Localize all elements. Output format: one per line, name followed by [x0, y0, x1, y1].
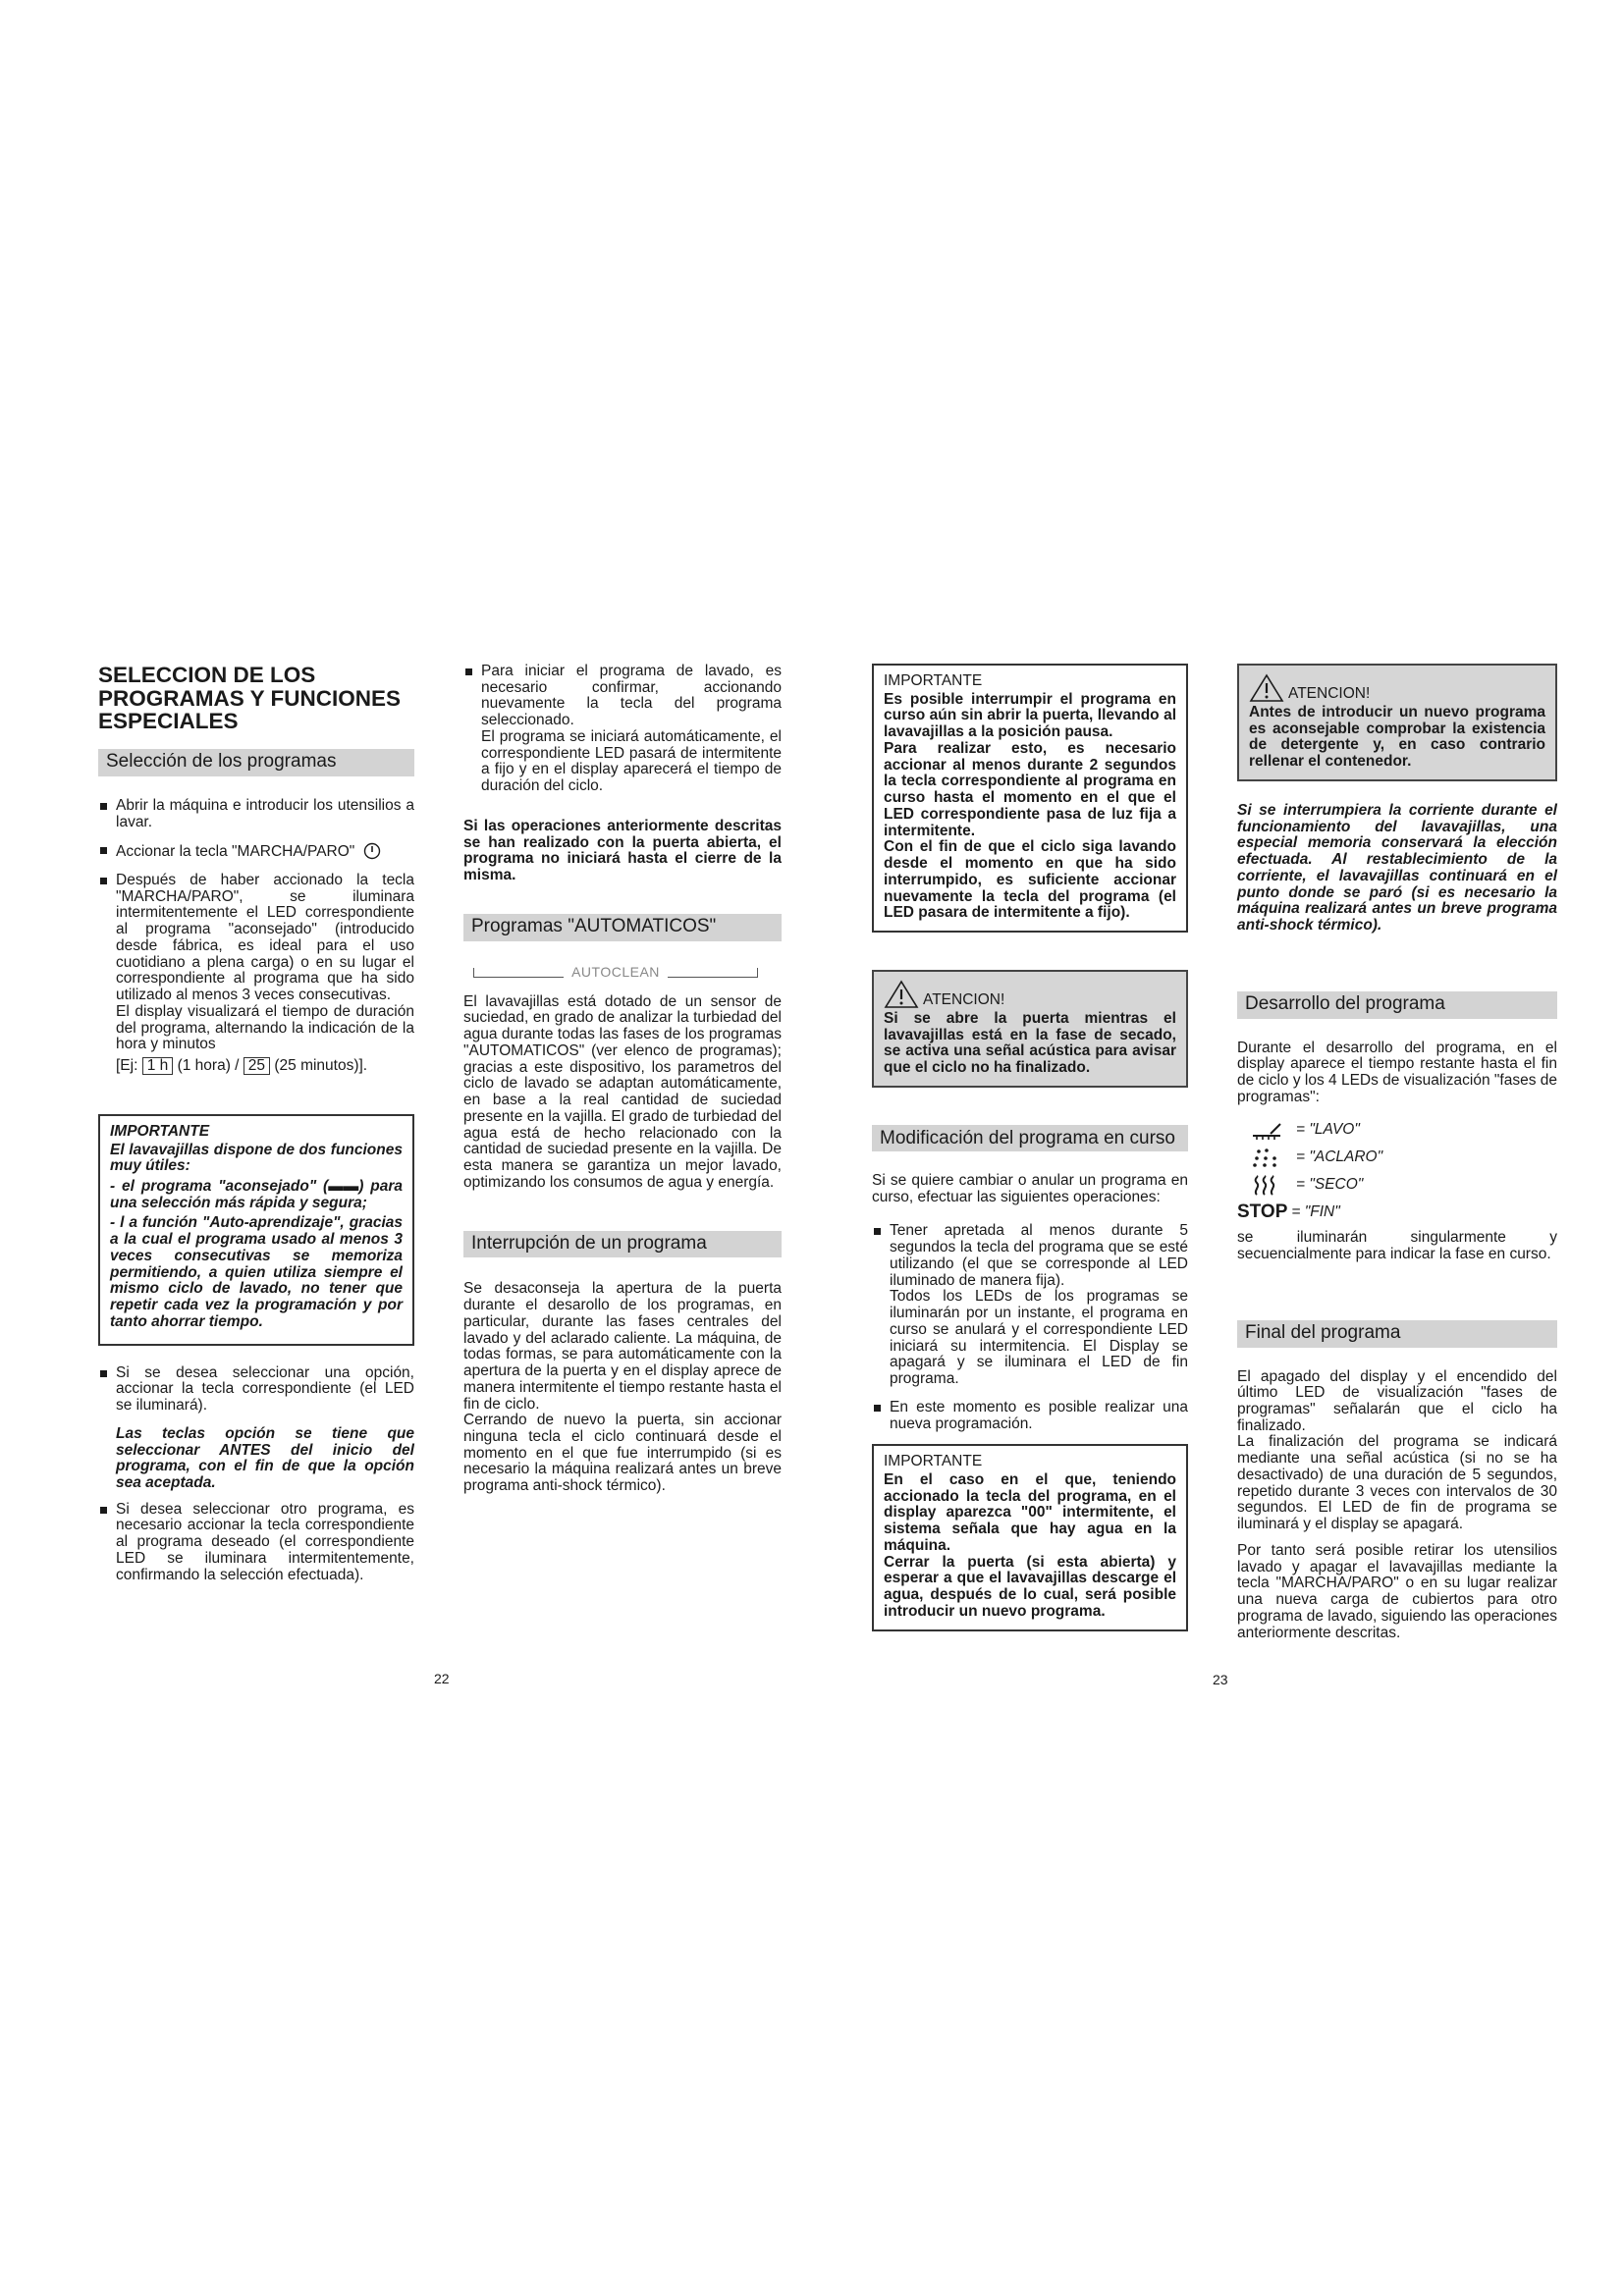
example-hour-box: 1 h: [142, 1057, 174, 1075]
autoclean-logo: [473, 963, 758, 983]
important-box-pause: [872, 664, 1188, 933]
example-min-box: 25: [244, 1057, 270, 1075]
section-heading-automatic: Programas "AUTOMATICOS": [463, 914, 782, 941]
phase-wash-label: = "LAVO": [1296, 1121, 1360, 1139]
bullet-press-start: [98, 842, 414, 861]
final-text-1: El apagado del display y el encendido del último LED de visualización "fases de programas" señalarán que el ciclo ha finalizado.: [1237, 1367, 1557, 1434]
interruption-text-1: Se desaconseja la apertura de la puerta durante el desarollo de los programas, en particular, durante las fases centrales del lavado y del aclarado caliente. La máquina, de todas formas, se para automáticamente con la apertura de la puerta y en el display aprece de manera intermitente el tiempo restante hasta el fin de ciclo.: [463, 1280, 782, 1413]
attention-drying-text: Si se abre la puerta mientras el lavavajillas está en la fase de secado, se activa una señal acústica para avisar que el ciclo no ha finalizado.: [884, 1010, 1176, 1077]
bullet-modify-hold: [872, 1223, 1188, 1387]
power-icon: [363, 842, 381, 860]
attention-detergent-text: Antes de introducir un nuevo programa es aconsejable comprobar la existencia de detergente y, en caso contrario rellenar el contenedor.: [1249, 704, 1545, 771]
important-pause-text-3: Con el fin de que el ciclo siga lavando desde el momento en que ha sido interrumpido, es suficiente accionar nuevamente la tecla del programa (el LED pasara de intermitente a fijo).: [884, 838, 1176, 922]
attention-drying-head: ATENCION!: [923, 991, 1005, 1009]
bullet-open-machine: Abrir la máquina e introducir los utensilios a lavar.: [98, 798, 414, 830]
phase-stop: [1237, 1202, 1557, 1223]
example-hour-text: (1 hora) /: [177, 1057, 240, 1075]
important-intro: El lavavajillas dispone de dos funciones muy útiles:: [110, 1141, 403, 1175]
warning-icon: [884, 980, 919, 1009]
column-1: [98, 664, 414, 1595]
bullet-after-start: [98, 873, 414, 1075]
important-item-1: - el programa "aconsejado" (▬▬) para una selección más rápida y segura;: [110, 1177, 403, 1211]
section-heading-modify: Modificación del programa en curso: [872, 1125, 1188, 1151]
attention-detergent-head: ATENCION!: [1288, 685, 1371, 703]
interruption-text-2: Cerrando de nuevo la puerta, sin accionar ninguna tecla el ciclo continuará desde el momento en el que fue interrumpido (si es necesario la máquina realizará antes un breve programa anti-shock térmico).: [463, 1412, 782, 1495]
important-water-text-2: Cerrar la puerta (si esta abierta) y esperar a que el lavavajillas descarge el agua, después de lo cual, será posible introducir un nuevo programa.: [884, 1553, 1176, 1620]
options-note: Las teclas opción se tiene que seleccionar ANTES del inicio del programa, con el fin de que la opción sea aceptada.: [116, 1424, 414, 1491]
wash-icon: [1247, 1120, 1286, 1142]
important-box-water: [872, 1444, 1188, 1630]
important-water-head: IMPORTANTE: [884, 1453, 983, 1470]
attention-box-detergent: [1237, 664, 1557, 781]
section-heading-selection: Selección de los programas: [98, 749, 414, 776]
important-head: IMPORTANTE: [110, 1122, 210, 1140]
section-heading-development: Desarrollo del programa: [1237, 991, 1557, 1019]
important-water-text-1: En el caso en el que, teniendo accionado la tecla del programa, en el display aparezca "00" intermitente, el sistema señala que hay agua en la máquina.: [884, 1470, 1176, 1554]
autoclean-label: AUTOCLEAN: [571, 964, 660, 981]
phase-rinse: [1247, 1148, 1557, 1169]
important-box-functions: [98, 1114, 414, 1346]
column-2: [463, 664, 782, 1503]
section-heading-final: Final del programa: [1237, 1320, 1557, 1348]
column-3: [872, 664, 1188, 1651]
phase-dry-label: = "SECO": [1296, 1176, 1364, 1194]
rinse-icon: [1247, 1148, 1286, 1169]
section-heading-interruption: Interrupción de un programa: [463, 1231, 782, 1258]
bullet-start-program: [463, 664, 782, 795]
bullet-modify-new: En este momento es posible realizar una nueva programación.: [872, 1400, 1188, 1432]
example-min-text: (25 minutos)].: [274, 1057, 368, 1075]
dry-icon: [1247, 1175, 1286, 1197]
page-number-left: 22: [434, 1671, 450, 1686]
example-prefix: [Ej:: [116, 1057, 138, 1075]
final-text-3: Por tanto será posible retirar los utensilios lavado y apagar el lavavajillas mediante la tecla "MARCHA/PARO" o en su lugar realizar una nueva carga de cubiertos para otro programa de lavado, siguiendo las operaciones anteriormente descritas.: [1237, 1541, 1557, 1641]
display-example: [116, 1057, 414, 1075]
development-text: Durante el desarrollo del programa, en el display aparece el tiempo restante hasta el fin de ciclo y los 4 LEDs de visualización "fases de programas":: [1237, 1039, 1557, 1105]
modify-hold-text-1: Tener apretada al menos durante 5 segundos la tecla del programa que se esté utilizando (el que se corresponde al LED iluminado de manera fija).: [890, 1222, 1188, 1289]
bullet-start-text-2: El programa se iniciará automáticamente, el correspondiente LED pasará de intermitente a fijo y en el display aparecerá el tiempo de duración del ciclo.: [481, 727, 782, 795]
phase-dry: [1247, 1175, 1557, 1197]
bullet-select-option: Si se desea seleccionar una opción, accionar la tecla correspondiente (el LED se iluminará).: [98, 1365, 414, 1415]
warning-icon: [1249, 673, 1284, 703]
bullet-after-start-text-2: El display visualizará el tiempo de duración del programa, alternando la indicación de la hora y minutos: [116, 1002, 414, 1053]
column-4: [1237, 664, 1557, 1649]
bullet-other-program: Si desea seleccionar otro programa, es necesario accionar la tecla correspondiente al programa deseado (el correspondiente LED se iluminara intermitentemente, confirmando la selección efectuada).: [98, 1502, 414, 1584]
phase-rinse-label: = "ACLARO": [1296, 1148, 1383, 1166]
attention-box-drying: [872, 970, 1188, 1088]
important-pause-head: IMPORTANTE: [884, 672, 983, 689]
important-pause-text-2: Para realizar esto, es necesario accionar al menos durante 2 segundos la tecla correspondiente al programa en curso hasta el momento en el que el LED correspondiente pasa de luz fija a intermitente.: [884, 739, 1176, 839]
page-number-right: 23: [1213, 1672, 1228, 1687]
stop-label: STOP: [1237, 1201, 1288, 1222]
page-title: SELECCION DE LOS PROGRAMAS Y FUNCIONES ESPECIALES: [98, 663, 401, 734]
modify-hold-text-2: Todos los LEDs de los programas se iluminarán por un instante, el programa en curso se anulará y el correspondiente LED iniciará su intermitencia. El Display se apagará y se iluminara el LED de fin programa.: [890, 1288, 1188, 1388]
bullet-after-start-text-1: Después de haber accionado la tecla "MARCHA/PARO", se iluminara intermitentemente el LED correspondiente al programa "aconsejado" (introducido desde fábrica, es ideal para el uso cuotidiano a plena carga) o en su lugar el correspondiente al programa que ha sido utilizado al menos 3 veces consecutivas.: [116, 871, 414, 1004]
phase-wash: [1247, 1120, 1557, 1142]
development-after: se iluminarán singularmente y secuencialmente para indicar la fase en curso.: [1237, 1229, 1557, 1262]
automatic-text: El lavavajillas está dotado de un sensor de suciedad, en grado de analizar la turbiedad del agua durante todas las fases de los programas "AUTOMATICOS" (ver elenco de programas); gracias a este dispositivo, los parametros del ciclo de lavado se adaptan automáticamente, en base a la real cantidad de suciedad presente en la vajilla. El grado de turbiedad del agua está de hecho relacionado con la cantidad de suciedad presente en la vajilla. De esta manera se garantiza un mejor lavado, optimizando los consumos de agua y energía.: [463, 992, 782, 1191]
bullet-press-start-text: Accionar la tecla "MARCHA/PARO": [116, 843, 355, 861]
stop-text: = "FIN": [1291, 1202, 1340, 1220]
bullet-start-text-1: Para iniciar el programa de lavado, es necesario confirmar, accionando nuevamente la tecla del programa seleccionado.: [481, 663, 782, 729]
important-pause-text-1: Es posible interrumpir el programa en curso aún sin abrir la puerta, llevando al lavavajillas a la posición pausa.: [884, 690, 1176, 741]
modify-intro: Si se quiere cambiar o anular un programa en curso, efectuar las siguientes operaciones:: [872, 1171, 1188, 1205]
final-text-2: La finalización del programa se indicará mediante una señal acústica (si no se ha desactivado) de una duración de 5 segundos, repetido durante 3 veces con intervalos de 30 segundos. El LED de fin de programa se iluminará y el display se apagará.: [1237, 1433, 1557, 1533]
important-item-2: - l a función "Auto-aprendizaje", gracias a la cual el programa usado al menos 3 veces consecutivas se memoriza permitiendo, a quien utiliza siempre el mismo ciclo de lavado, no tener que repetir cada vez la programación y por tanto ahorrar tiempo.: [110, 1214, 403, 1330]
power-failure-note: Si se interrumpiera la corriente durante el funcionamiento del lavavajillas, una especial memoria conservará la elección efectuada. Al restablecimiento de la corriente, el lavavajillas continuará en el punto donde se paró (si es necesario la máquina realizará antes un breve programa anti-shock térmico).: [1237, 801, 1557, 934]
door-note: Si las operaciones anteriormente descritas se han realizado con la puerta abierta, el programa no iniciará hasta el cierre de la misma.: [463, 817, 782, 884]
